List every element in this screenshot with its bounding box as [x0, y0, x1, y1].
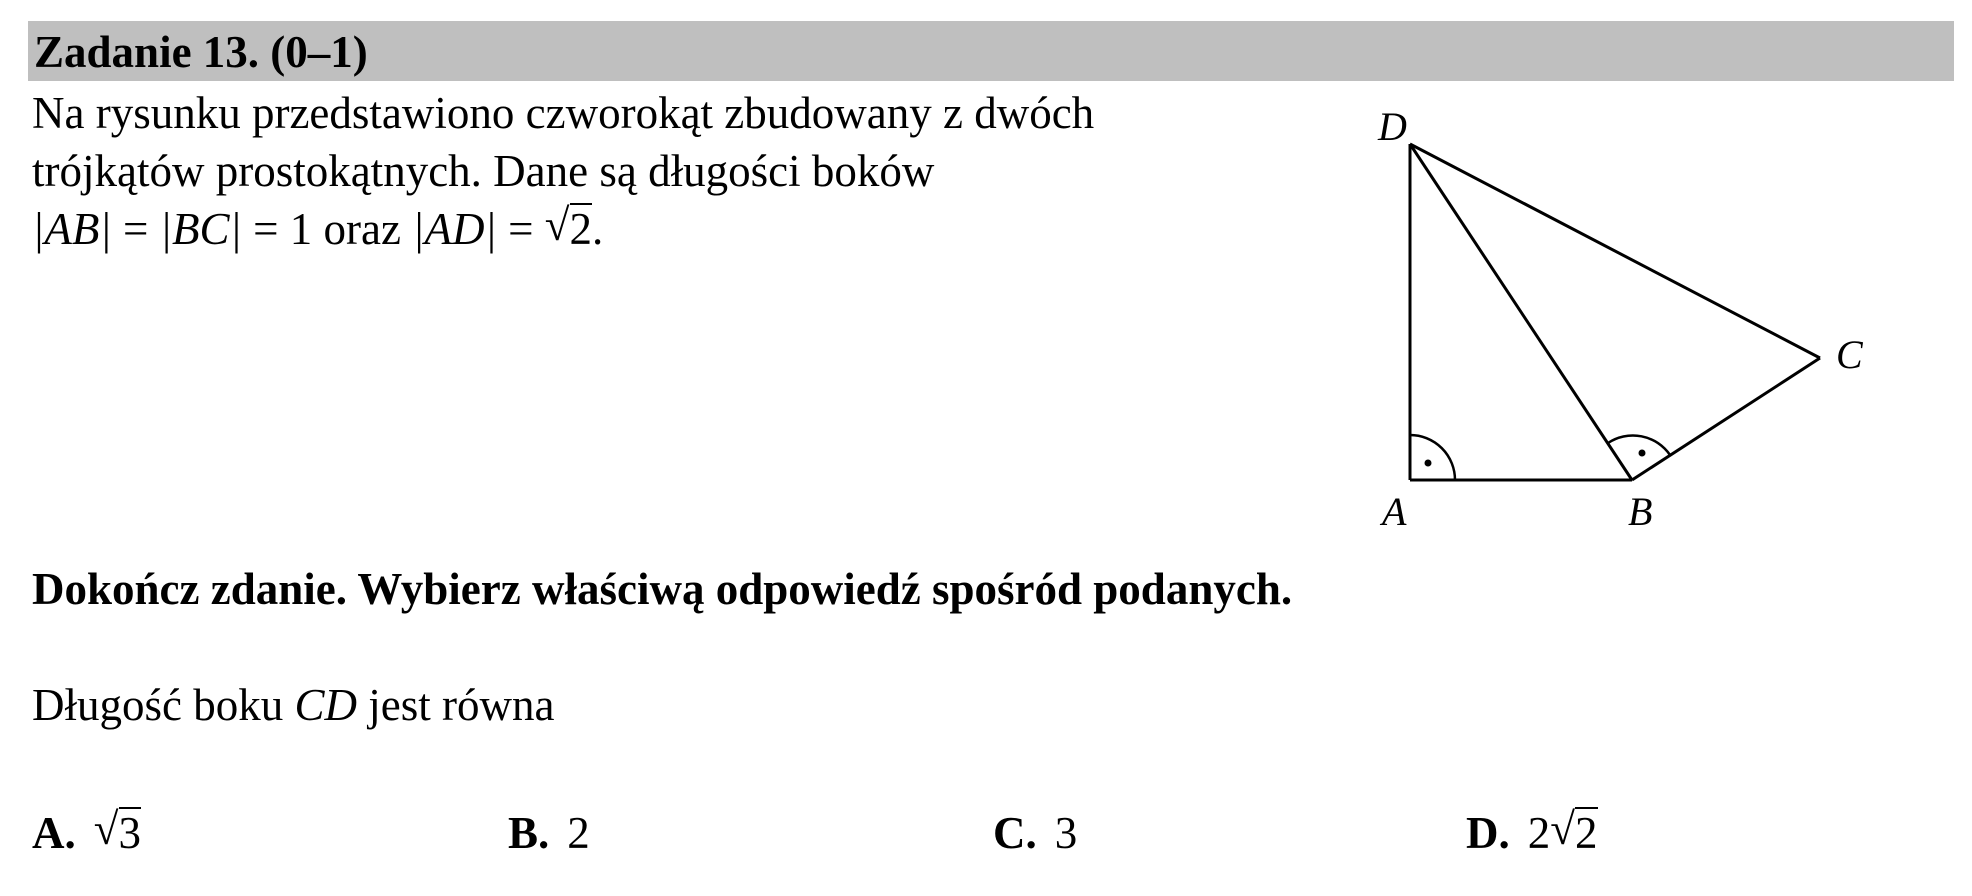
instruction-text: Dokończ zdanie. Wybierz właściwą odpowiedź spośród podanych.	[32, 564, 1293, 614]
sqrt-radicand: 2	[1575, 808, 1598, 858]
segment-ab-length: |AB|	[32, 204, 112, 254]
sqrt-icon: √	[93, 803, 119, 854]
task-title: Zadanie 13. (0–1)	[34, 27, 368, 77]
sqrt-icon: √	[1550, 803, 1575, 854]
equals-sign: =	[496, 204, 545, 254]
vertex-label-c: C	[1836, 332, 1863, 377]
answer-value: 2	[567, 808, 590, 858]
answer-option-c[interactable]	[993, 804, 1077, 862]
sqrt-expression	[545, 200, 592, 258]
question-prefix: Długość boku	[32, 680, 295, 730]
answer-value: 3	[1054, 808, 1078, 858]
side-dc	[1410, 144, 1820, 358]
right-angle-dot-a	[1425, 460, 1432, 467]
sqrt-radicand: 3	[118, 808, 141, 858]
sqrt-icon: √	[544, 199, 570, 250]
answer-letter: A.	[32, 808, 76, 858]
intro-line-1: Na rysunku przedstawiono czworokąt zbudowany z dwóch	[32, 88, 1095, 138]
vertex-label-b: B	[1628, 489, 1653, 534]
right-angle-dot-b	[1639, 450, 1646, 457]
answer-letter: D.	[1466, 808, 1510, 858]
segment-cd: CD	[294, 680, 358, 730]
segment-bc-length: |BC|	[159, 204, 242, 254]
segment-ad-length: |AD|	[412, 204, 497, 254]
answer-option-d[interactable]	[1466, 804, 1598, 862]
answer-letter: B.	[508, 808, 550, 858]
question-suffix: jest równa	[357, 680, 555, 730]
side-bc	[1632, 358, 1820, 480]
diagonal-db	[1410, 144, 1632, 480]
task-intro	[32, 84, 1094, 258]
sqrt-expression	[1550, 804, 1597, 862]
intro-line-2: trójkątów prostokątnych. Dane są długości boków	[32, 146, 935, 196]
answer-letter: C.	[993, 808, 1037, 858]
answer-option-a[interactable]	[32, 804, 141, 862]
sqrt-radicand: 2	[569, 204, 593, 254]
equals-sign: =	[111, 204, 160, 254]
intro-line-3	[32, 200, 1094, 258]
equals-one-text: = 1 oraz	[241, 204, 413, 254]
answer-coefficient: 2	[1527, 808, 1551, 858]
vertex-label-d: D	[1378, 104, 1407, 149]
right-angle-arc-a	[1410, 435, 1455, 480]
vertex-label-a: A	[1382, 489, 1407, 534]
question-text	[32, 676, 554, 734]
answer-option-b[interactable]	[508, 804, 590, 862]
quadrilateral-figure	[1370, 100, 1930, 540]
sqrt-expression	[94, 804, 141, 862]
period: .	[592, 204, 604, 254]
